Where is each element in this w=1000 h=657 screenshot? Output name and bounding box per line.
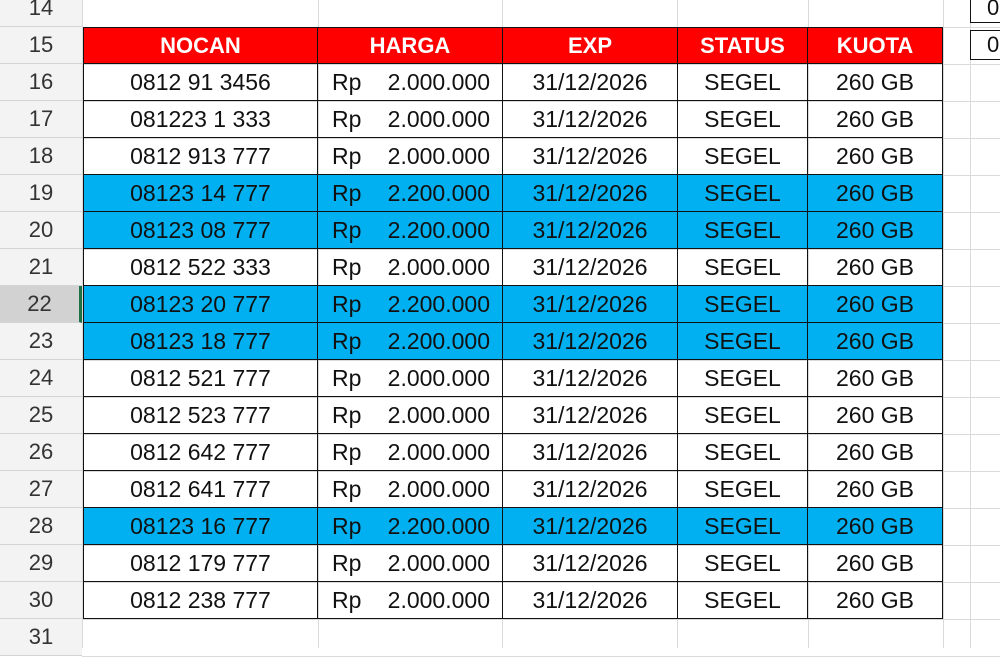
- kuota-cell[interactable]: 260 GB: [808, 582, 943, 619]
- exp-cell[interactable]: 31/12/2026: [503, 508, 678, 545]
- status-cell[interactable]: SEGEL: [678, 397, 808, 434]
- table-row: [83, 138, 943, 175]
- nocan-cell[interactable]: 0812 641 777: [83, 471, 318, 508]
- price-value: 2.200.000: [387, 512, 490, 539]
- row-header-26[interactable]: 26: [0, 434, 82, 471]
- nocan-cell[interactable]: 08123 08 777: [83, 212, 318, 249]
- harga-cell[interactable]: [318, 545, 503, 582]
- currency-symbol: Rp: [332, 401, 362, 428]
- exp-cell[interactable]: 31/12/2026: [503, 286, 678, 323]
- row-header-28[interactable]: 28: [0, 508, 82, 545]
- table-row: [83, 64, 943, 101]
- currency-symbol: Rp: [332, 364, 362, 391]
- row-header-30[interactable]: 30: [0, 582, 82, 619]
- nocan-cell[interactable]: 08123 18 777: [83, 323, 318, 360]
- kuota-cell[interactable]: 260 GB: [808, 64, 943, 101]
- status-cell[interactable]: SEGEL: [678, 249, 808, 286]
- nocan-cell[interactable]: 0812 238 777: [83, 582, 318, 619]
- currency-symbol: Rp: [332, 512, 362, 539]
- harga-cell[interactable]: [318, 286, 503, 323]
- nocan-cell[interactable]: 0812 642 777: [83, 434, 318, 471]
- harga-cell[interactable]: [318, 508, 503, 545]
- currency-symbol: Rp: [332, 179, 362, 206]
- exp-cell[interactable]: 31/12/2026: [503, 471, 678, 508]
- row-header-20[interactable]: 20: [0, 212, 82, 249]
- status-cell[interactable]: SEGEL: [678, 101, 808, 138]
- price-value: 2.200.000: [387, 179, 490, 206]
- exp-cell[interactable]: 31/12/2026: [503, 101, 678, 138]
- currency-symbol: Rp: [332, 216, 362, 243]
- table-row: [83, 212, 943, 249]
- kuota-cell[interactable]: 260 GB: [808, 138, 943, 175]
- row-header-22[interactable]: 22: [0, 286, 82, 323]
- kuota-cell[interactable]: 260 GB: [808, 434, 943, 471]
- table-row: [83, 582, 943, 619]
- exp-cell[interactable]: 31/12/2026: [503, 360, 678, 397]
- side-cell[interactable]: 0: [970, 30, 1000, 60]
- exp-cell[interactable]: 31/12/2026: [503, 212, 678, 249]
- side-cell[interactable]: 0: [970, 0, 1000, 23]
- nocan-cell[interactable]: 0812 91 3456: [83, 64, 318, 101]
- currency-symbol: Rp: [332, 142, 362, 169]
- nocan-cell[interactable]: 08123 16 777: [83, 508, 318, 545]
- nocan-cell[interactable]: 0812 913 777: [83, 138, 318, 175]
- nocan-cell[interactable]: 0812 522 333: [83, 249, 318, 286]
- table-row: [83, 323, 943, 360]
- currency-symbol: Rp: [332, 327, 362, 354]
- currency-symbol: Rp: [332, 475, 362, 502]
- kuota-cell[interactable]: 260 GB: [808, 175, 943, 212]
- harga-cell[interactable]: [318, 175, 503, 212]
- harga-cell[interactable]: [318, 397, 503, 434]
- column-gridline: [943, 0, 944, 648]
- row-header-15[interactable]: 15: [0, 27, 82, 64]
- status-cell[interactable]: SEGEL: [678, 286, 808, 323]
- column-gridline: [970, 0, 971, 648]
- status-cell[interactable]: SEGEL: [678, 434, 808, 471]
- column-header-harga[interactable]: HARGA: [318, 27, 503, 64]
- harga-cell[interactable]: [318, 212, 503, 249]
- row-header-23[interactable]: 23: [0, 323, 82, 360]
- exp-cell[interactable]: 31/12/2026: [503, 397, 678, 434]
- row-header-19[interactable]: 19: [0, 175, 82, 212]
- column-header-nocan[interactable]: NOCAN: [83, 27, 318, 64]
- row-header-31[interactable]: 31: [0, 619, 82, 656]
- kuota-cell[interactable]: 260 GB: [808, 101, 943, 138]
- kuota-cell[interactable]: 260 GB: [808, 397, 943, 434]
- price-value: 2.000.000: [387, 438, 490, 465]
- nocan-cell[interactable]: 0812 521 777: [83, 360, 318, 397]
- status-cell[interactable]: SEGEL: [678, 545, 808, 582]
- row-header-18[interactable]: 18: [0, 138, 82, 175]
- table-row: [83, 101, 943, 138]
- status-cell[interactable]: SEGEL: [678, 175, 808, 212]
- price-value: 2.000.000: [387, 586, 490, 613]
- row-header-21[interactable]: 21: [0, 249, 82, 286]
- exp-cell[interactable]: 31/12/2026: [503, 175, 678, 212]
- nocan-cell[interactable]: 0812 523 777: [83, 397, 318, 434]
- harga-cell[interactable]: [318, 64, 503, 101]
- price-value: 2.200.000: [387, 290, 490, 317]
- price-value: 2.000.000: [387, 549, 490, 576]
- price-value: 2.000.000: [387, 68, 490, 95]
- nocan-cell[interactable]: 0812 179 777: [83, 545, 318, 582]
- nocan-cell[interactable]: 081223 1 333: [83, 101, 318, 138]
- price-value: 2.000.000: [387, 364, 490, 391]
- kuota-cell[interactable]: 260 GB: [808, 212, 943, 249]
- kuota-cell[interactable]: 260 GB: [808, 323, 943, 360]
- status-cell[interactable]: SEGEL: [678, 360, 808, 397]
- table-row: [83, 471, 943, 508]
- table-row: [83, 249, 943, 286]
- currency-symbol: Rp: [332, 438, 362, 465]
- status-cell[interactable]: SEGEL: [678, 323, 808, 360]
- row-header-29[interactable]: 29: [0, 545, 82, 582]
- exp-cell[interactable]: 31/12/2026: [503, 434, 678, 471]
- exp-cell[interactable]: 31/12/2026: [503, 545, 678, 582]
- table-row: [83, 434, 943, 471]
- table-row: [83, 360, 943, 397]
- exp-cell[interactable]: 31/12/2026: [503, 64, 678, 101]
- exp-cell[interactable]: 31/12/2026: [503, 582, 678, 619]
- price-value: 2.200.000: [387, 216, 490, 243]
- table-row: [83, 175, 943, 212]
- harga-cell[interactable]: [318, 138, 503, 175]
- harga-cell[interactable]: [318, 582, 503, 619]
- currency-symbol: Rp: [332, 549, 362, 576]
- row-gridline: [82, 619, 1000, 620]
- harga-cell[interactable]: [318, 360, 503, 397]
- harga-cell[interactable]: [318, 323, 503, 360]
- status-cell[interactable]: SEGEL: [678, 582, 808, 619]
- row-header-27[interactable]: 27: [0, 471, 82, 508]
- kuota-cell[interactable]: 260 GB: [808, 286, 943, 323]
- nocan-cell[interactable]: 08123 20 777: [83, 286, 318, 323]
- harga-cell[interactable]: [318, 249, 503, 286]
- nocan-cell[interactable]: 08123 14 777: [83, 175, 318, 212]
- currency-symbol: Rp: [332, 290, 362, 317]
- status-cell[interactable]: SEGEL: [678, 508, 808, 545]
- price-value: 2.000.000: [387, 142, 490, 169]
- table-row: [83, 508, 943, 545]
- table-row: [83, 397, 943, 434]
- price-value: 2.000.000: [387, 253, 490, 280]
- table-row: [83, 286, 943, 323]
- kuota-cell[interactable]: 260 GB: [808, 360, 943, 397]
- price-value: 2.000.000: [387, 475, 490, 502]
- column-header-exp[interactable]: EXP: [503, 27, 678, 64]
- exp-cell[interactable]: 31/12/2026: [503, 138, 678, 175]
- column-header-kuota[interactable]: KUOTA: [808, 27, 943, 64]
- currency-symbol: Rp: [332, 105, 362, 132]
- currency-symbol: Rp: [332, 253, 362, 280]
- status-cell[interactable]: SEGEL: [678, 138, 808, 175]
- price-value: 2.200.000: [387, 327, 490, 354]
- exp-cell[interactable]: 31/12/2026: [503, 323, 678, 360]
- column-header-status[interactable]: STATUS: [678, 27, 808, 64]
- harga-cell[interactable]: [318, 434, 503, 471]
- table-header-row: [83, 27, 943, 64]
- kuota-cell[interactable]: 260 GB: [808, 545, 943, 582]
- harga-cell[interactable]: [318, 101, 503, 138]
- price-value: 2.000.000: [387, 401, 490, 428]
- row-header-14[interactable]: 14: [0, 0, 82, 27]
- status-cell[interactable]: SEGEL: [678, 64, 808, 101]
- status-cell[interactable]: SEGEL: [678, 471, 808, 508]
- status-cell[interactable]: SEGEL: [678, 212, 808, 249]
- exp-cell[interactable]: 31/12/2026: [503, 249, 678, 286]
- kuota-cell[interactable]: 260 GB: [808, 471, 943, 508]
- row-header-17[interactable]: 17: [0, 101, 82, 138]
- currency-symbol: Rp: [332, 586, 362, 613]
- row-header-25[interactable]: 25: [0, 397, 82, 434]
- table-row: [83, 545, 943, 582]
- currency-symbol: Rp: [332, 68, 362, 95]
- row-header-24[interactable]: 24: [0, 360, 82, 397]
- price-value: 2.000.000: [387, 105, 490, 132]
- kuota-cell[interactable]: 260 GB: [808, 249, 943, 286]
- kuota-cell[interactable]: 260 GB: [808, 508, 943, 545]
- harga-cell[interactable]: [318, 471, 503, 508]
- row-header-16[interactable]: 16: [0, 64, 82, 101]
